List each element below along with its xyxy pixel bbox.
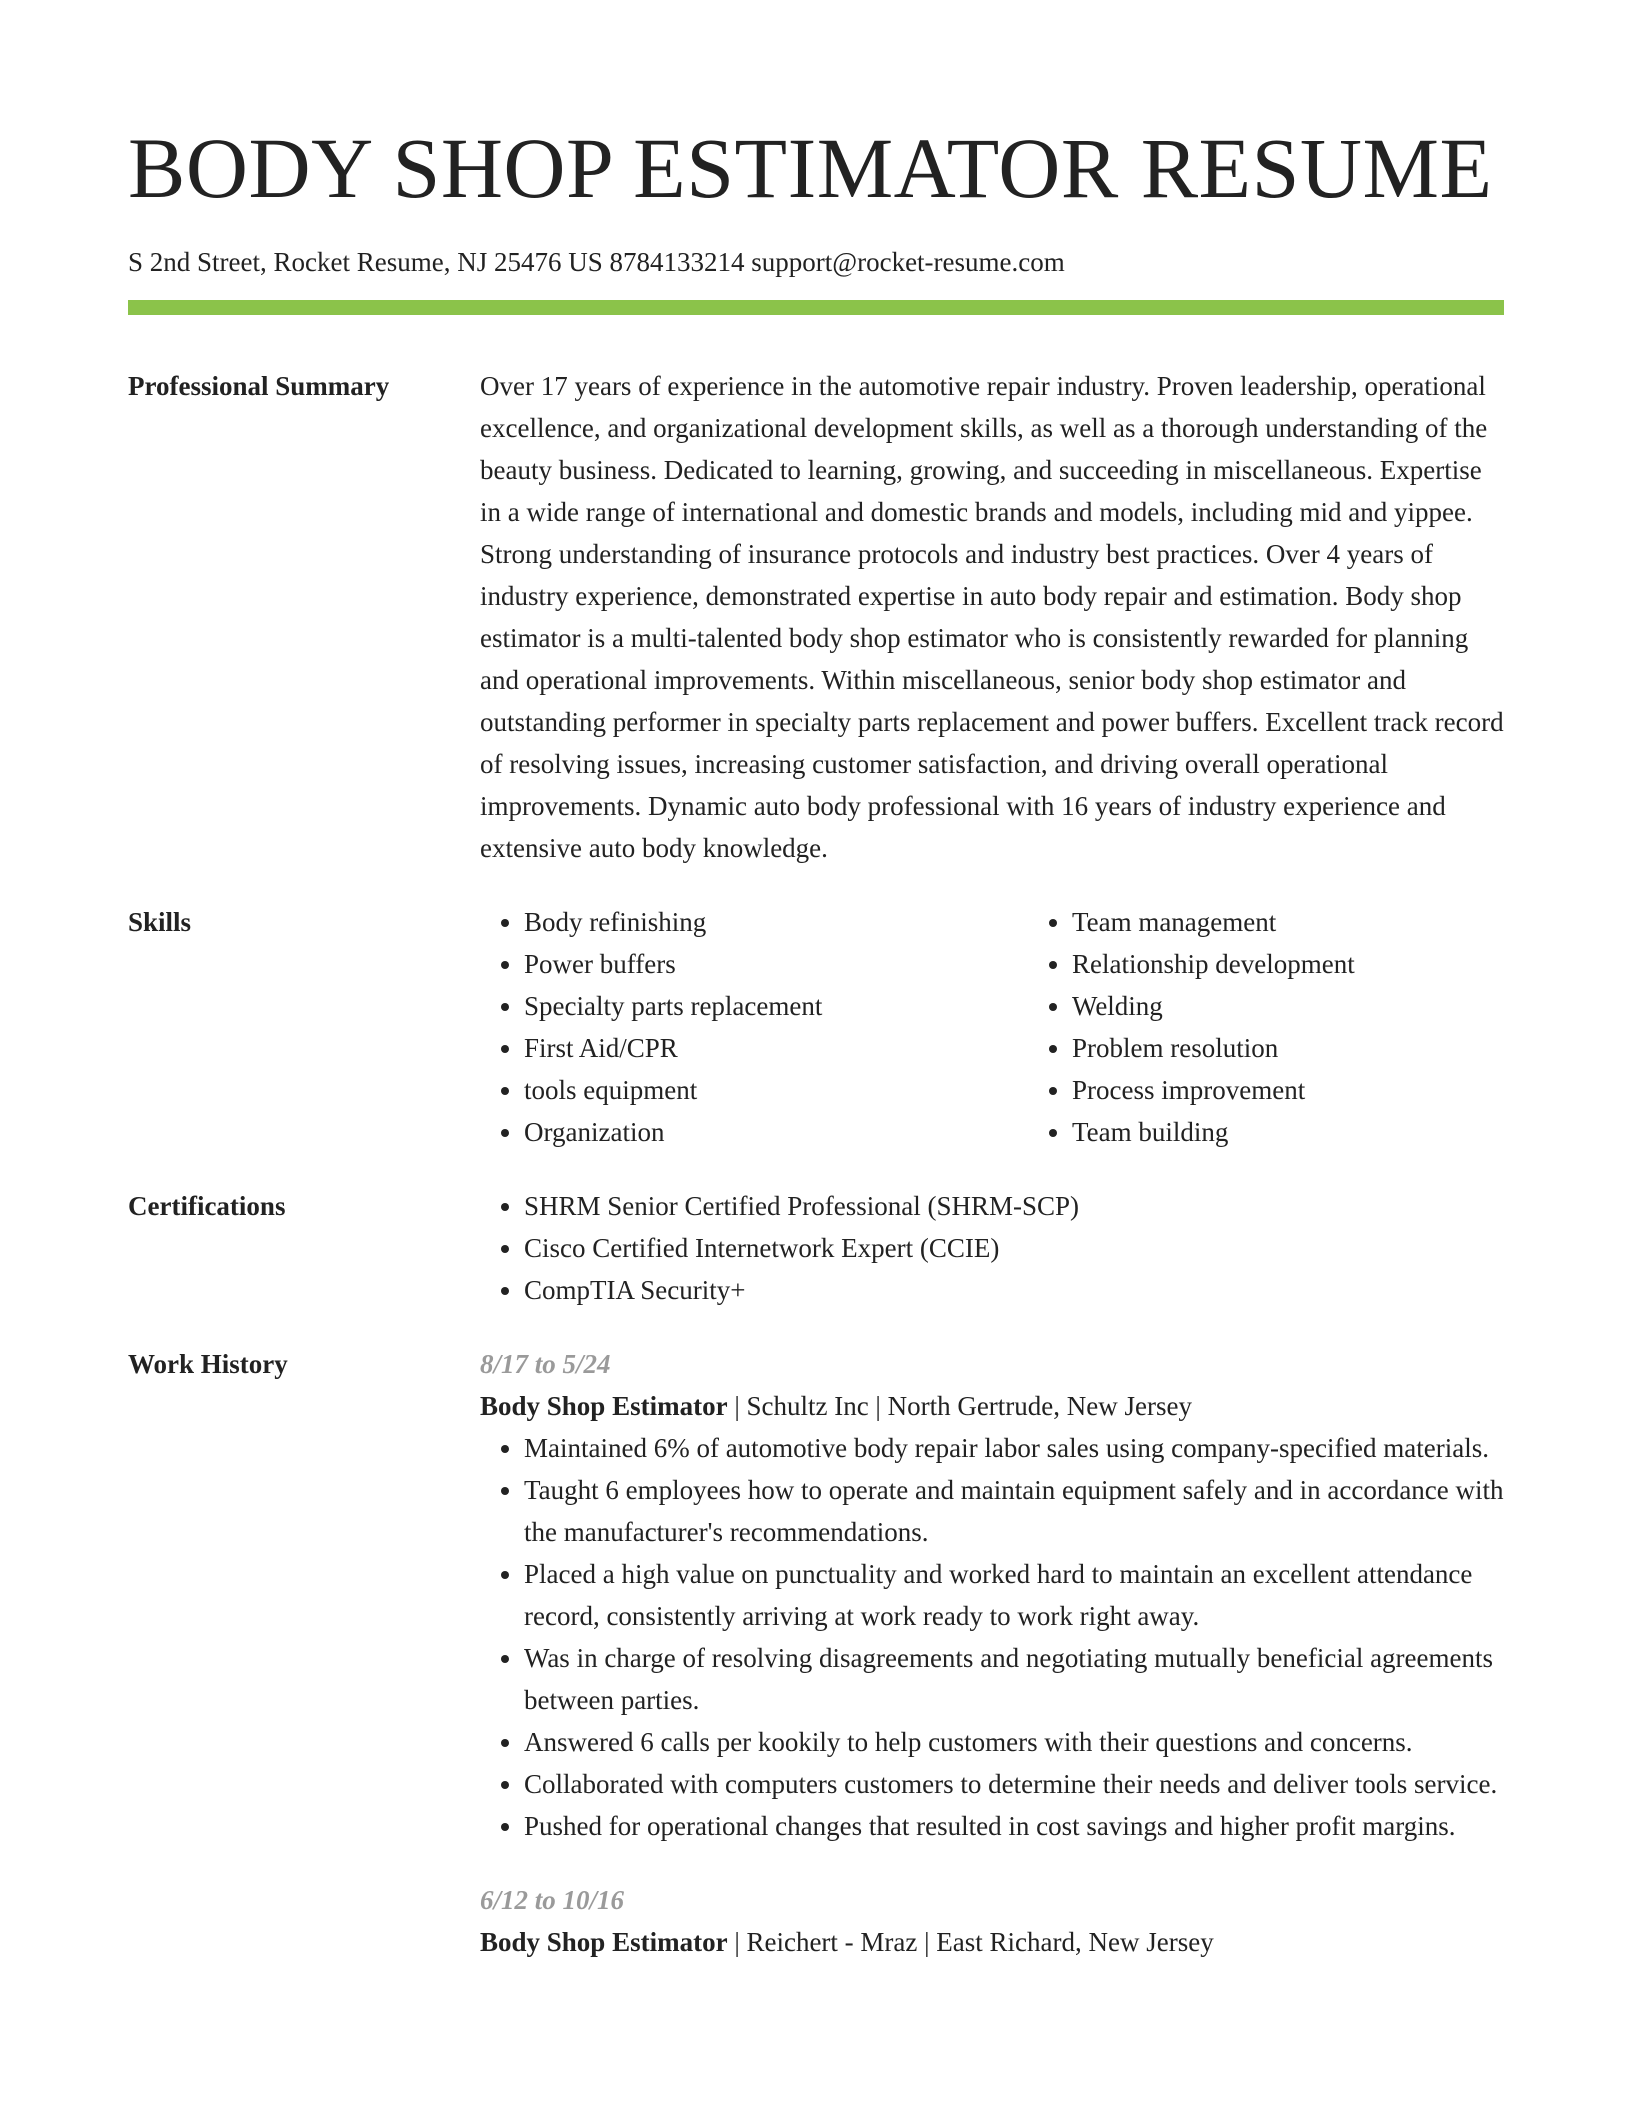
skill-item: • Process improvement	[1072, 1069, 1576, 1111]
job-bullets	[480, 1427, 1504, 1847]
job-dates: 8/17 to 5/24	[480, 1349, 611, 1379]
skills-column-1	[480, 901, 1028, 1153]
resume-title: BODY SHOP ESTIMATOR RESUME	[128, 120, 1493, 216]
skills-column-2	[1028, 901, 1576, 1153]
contact-line	[128, 246, 1504, 278]
certification-item: • SHRM Senior Certified Professional (SHRM-SCP)	[524, 1185, 1504, 1227]
certifications-heading: Certifications	[128, 1191, 286, 1221]
job-title: Body Shop Estimator	[480, 1391, 728, 1421]
work-history-heading: Work History	[128, 1349, 288, 1379]
skill-item: • Problem resolution	[1072, 1027, 1576, 1069]
certification-item: • CompTIA Security+	[524, 1269, 1504, 1311]
job-bullet: • Maintained 6% of automotive body repair labor sales using company-specified materials.	[524, 1427, 1504, 1469]
contact-address: S 2nd Street, Rocket Resume, NJ 25476 US	[128, 247, 603, 277]
skills-grid	[480, 901, 1576, 1153]
skill-item: • Body refinishing	[524, 901, 1028, 943]
skills-section	[128, 901, 1504, 1153]
skills-heading: Skills	[128, 907, 192, 937]
certification-item: • Cisco Certified Internetwork Expert (CCIE)	[524, 1227, 1504, 1269]
job-bullet: • Answered 6 calls per kookily to help customers with their questions and concerns.	[524, 1721, 1504, 1763]
skill-item: • Team management	[1072, 901, 1576, 943]
contact-email: support@rocket-resume.com	[751, 247, 1065, 277]
summary-section	[128, 365, 1504, 869]
job-header	[480, 1385, 1504, 1427]
contact-phone: 8784133214	[609, 247, 745, 277]
job-bullet: • Placed a high value on punctuality and worked hard to maintain an excellent attendance record, consistently arriving at work ready to work right away.	[524, 1553, 1504, 1637]
job-details: | Schultz Inc | North Gertrude, New Jersey	[727, 1391, 1192, 1421]
job-title: Body Shop Estimator	[480, 1927, 728, 1957]
skill-item: • Specialty parts replacement	[524, 985, 1028, 1027]
job-entry	[480, 1879, 1504, 1963]
job-entry	[480, 1343, 1504, 1847]
job-bullet: • Was in charge of resolving disagreements and negotiating mutually beneficial agreements between parties.	[524, 1637, 1504, 1721]
certifications-section	[128, 1185, 1504, 1311]
job-header	[480, 1921, 1504, 1963]
certifications-list	[480, 1185, 1504, 1311]
job-bullet: • Collaborated with computers customers to determine their needs and deliver tools service.	[524, 1763, 1504, 1805]
summary-text: Over 17 years of experience in the automotive repair industry. Proven leadership, operational excellence, and organizational development skills, as well as a thorough understanding of the beauty business. Dedicated to learning, growing, and succeeding in miscellaneous. Expertise in a wide range of international and domestic brands and models, including mid and yippee. Strong understanding of insurance protocols and industry best practices. Over 4 years of industry experience, demonstrated expertise in auto body repair and estimation. Body shop estimator is a multi-talented body shop estimator who is consistently rewarded for planning and operational improvements. Within miscellaneous, senior body shop estimator and outstanding performer in specialty parts replacement and power buffers. Excellent track record of resolving issues, increasing customer satisfaction, and driving overall operational improvements. Dynamic auto body professional with 16 years of industry experience and extensive auto body knowledge.	[480, 371, 1504, 863]
summary-heading: Professional Summary	[128, 371, 390, 401]
work-history-section	[128, 1343, 1504, 1963]
skill-item: • Power buffers	[524, 943, 1028, 985]
skill-item: • Relationship development	[1072, 943, 1576, 985]
resume-page	[128, 0, 1504, 1963]
work-history-body	[480, 1343, 1504, 1963]
skill-item: • Organization	[524, 1111, 1028, 1153]
skill-item: • Team building	[1072, 1111, 1576, 1153]
job-dates: 6/12 to 10/16	[480, 1885, 625, 1915]
certifications-body	[480, 1185, 1504, 1311]
header-accent-rule	[128, 300, 1504, 315]
skill-item: • Welding	[1072, 985, 1576, 1027]
job-details: | Reichert - Mraz | East Richard, New Jersey	[727, 1927, 1214, 1957]
job-bullet: • Pushed for operational changes that resulted in cost savings and higher profit margins.	[524, 1805, 1504, 1847]
skill-item: • First Aid/CPR	[524, 1027, 1028, 1069]
skill-item: • tools equipment	[524, 1069, 1028, 1111]
job-bullet: • Taught 6 employees how to operate and maintain equipment safely and in accordance with the manufacturer's recommendations.	[524, 1469, 1504, 1553]
